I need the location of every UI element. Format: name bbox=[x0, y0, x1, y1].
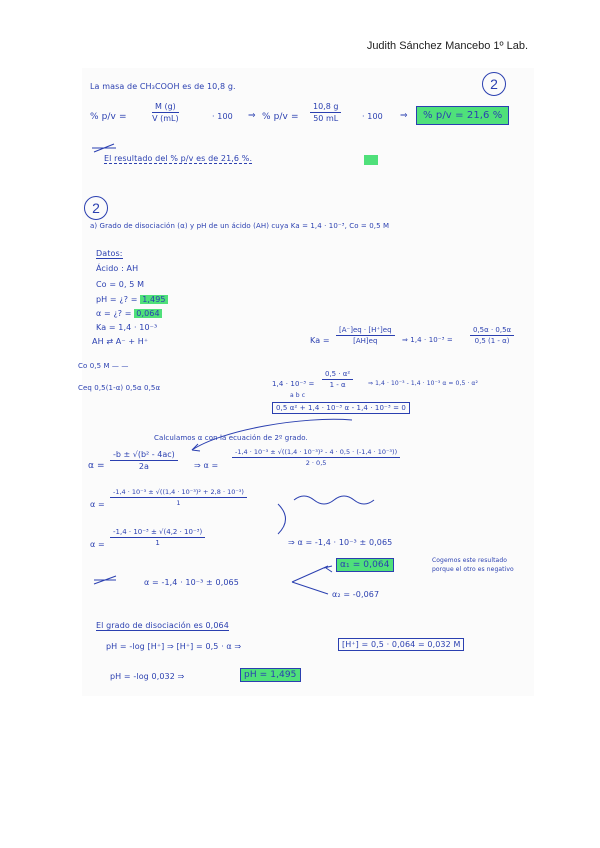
step3-rhs: ⇒ α = -1,4 · 10⁻³ ± 0,065 bbox=[288, 538, 393, 547]
handwritten-sheet bbox=[78, 68, 534, 696]
dato-ka: Ka = 1,4 · 10⁻³ bbox=[96, 323, 158, 332]
initial-concentration-row: Co 0,5 M — — bbox=[78, 362, 129, 370]
dato-acid: Ácido : AH bbox=[96, 264, 139, 273]
fraction-denominator: 2a bbox=[138, 462, 149, 471]
ka-simplified-lhs: 1,4 · 10⁻³ = bbox=[272, 380, 315, 388]
alpha1-result-box: α₁ = 0,064 bbox=[336, 558, 394, 572]
quadratic-equation-box: 0,5 α² + 1,4 · 10⁻³ α - 1,4 · 10⁻³ = 0 bbox=[272, 402, 410, 414]
fraction-denominator: 1 - α bbox=[329, 381, 346, 389]
percent-formula-times: · 100 bbox=[212, 112, 233, 121]
ph-value: 1,495 bbox=[142, 295, 166, 304]
ka-simplified-rhs: ⇒ 1,4 · 10⁻³ - 1,4 · 10⁻³ α = 0,5 · α² bbox=[368, 380, 478, 387]
ph-log-line: pH = -log 0,032 ⇒ bbox=[110, 672, 185, 681]
proton-concentration-box: [H⁺] = 0,5 · 0,064 = 0,032 M bbox=[338, 638, 464, 651]
fraction-numerator: [A⁻]eq · [H⁺]eq bbox=[336, 326, 395, 336]
equilibrium-concentration-row: Ceq 0,5(1-α) 0,5α 0,5α bbox=[78, 384, 161, 392]
fraction-denominator: 1 bbox=[155, 539, 160, 547]
fraction-denominator: 2 · 0,5 bbox=[305, 459, 327, 467]
choice-note: Cogemos este resultado porque el otro es negativo bbox=[432, 557, 514, 573]
annotation-arrows bbox=[82, 68, 534, 696]
quadratic-coefficient-labels: a b c bbox=[290, 392, 306, 399]
dato-concentration: Co = 0, 5 M bbox=[96, 280, 145, 289]
alpha2-result: α₂ = -0,067 bbox=[332, 590, 380, 599]
alpha-label: α = ¿? = bbox=[96, 309, 132, 318]
fraction-numerator: M (g) bbox=[152, 102, 179, 113]
problem-number-circle: 2 bbox=[482, 72, 506, 96]
datos-title: Datos: bbox=[96, 249, 123, 258]
fraction-denominator: 1 bbox=[176, 499, 181, 507]
implies-arrow: ⇒ bbox=[248, 111, 256, 121]
fraction-numerator: -1,4 · 10⁻³ ± √((1,4 · 10⁻³)² + 2,8 · 10⁻³) bbox=[110, 488, 247, 498]
alpha-plus-minus-line: α = -1,4 · 10⁻³ ± 0,065 bbox=[144, 578, 239, 587]
fraction-numerator: -1,4 · 10⁻³ ± √((1,4 · 10⁻³)² - 4 · 0,5 · (-1,4 · 10⁻³)) bbox=[232, 448, 400, 458]
fraction-numerator: 0,5 · α² bbox=[322, 370, 353, 380]
percent-substitution-times: · 100 bbox=[362, 112, 383, 121]
percent-formula-lhs: % p/v = bbox=[90, 112, 127, 122]
fraction-numerator: -1,4 · 10⁻³ ± √(4,2 · 10⁻³) bbox=[110, 528, 205, 538]
step3-lhs: α = bbox=[90, 540, 105, 549]
equilibrium-equation: AH ⇄ A⁻ + H⁺ bbox=[92, 337, 149, 346]
general-formula-arrow: ⇒ α = bbox=[194, 461, 219, 470]
solve-note: Calculamos α con la ecuación de 2º grado. bbox=[154, 434, 308, 442]
fraction-numerator: 0,5α · 0,5α bbox=[470, 326, 514, 336]
implies-arrow: ⇒ bbox=[400, 111, 408, 121]
fraction-denominator: V (mL) bbox=[152, 114, 179, 123]
ph-label: pH = ¿? = bbox=[96, 295, 138, 304]
question-statement: a) Grado de disociación (α) y pH de un ácido (AH) cuya Ka = 1,4 · 10⁻³, Co = 0,5 M bbox=[90, 222, 390, 230]
ph-final-box: pH = 1,495 bbox=[240, 668, 301, 682]
fraction-denominator: 0,5 (1 - α) bbox=[474, 337, 510, 345]
fraction-numerator: 10,8 g bbox=[310, 102, 341, 113]
fraction-numerator: -b ± √(b² - 4ac) bbox=[110, 450, 178, 461]
grado-conclusion: El grado de disociación es 0,064 bbox=[96, 621, 229, 630]
general-formula-lhs: α = bbox=[88, 461, 105, 471]
alpha-value: 0,064 bbox=[136, 309, 160, 318]
ka-expression-lhs: Ka = bbox=[310, 336, 330, 345]
page-header-author: Judith Sánchez Mancebo 1º Lab. bbox=[366, 40, 528, 52]
ph-step-line: pH = -log [H⁺] ⇒ [H⁺] = 0,5 · α ⇒ bbox=[106, 642, 242, 651]
percent-conclusion: El resultado del % p/v es de 21,6 %. bbox=[104, 154, 253, 163]
fraction-denominator: 50 mL bbox=[313, 114, 339, 123]
percent-result-box: % p/v = 21,6 % bbox=[416, 106, 509, 125]
step2-lhs: α = bbox=[90, 500, 105, 509]
ka-substitution-lhs: ⇒ 1,4 · 10⁻³ = bbox=[402, 336, 453, 344]
percent-formula-lhs-2: % p/v = bbox=[262, 112, 299, 122]
fraction-denominator: [AH]eq bbox=[353, 337, 378, 345]
mass-statement: La masa de CH₃COOH es de 10,8 g. bbox=[90, 82, 236, 91]
problem-number-circle-2: 2 bbox=[84, 196, 108, 220]
